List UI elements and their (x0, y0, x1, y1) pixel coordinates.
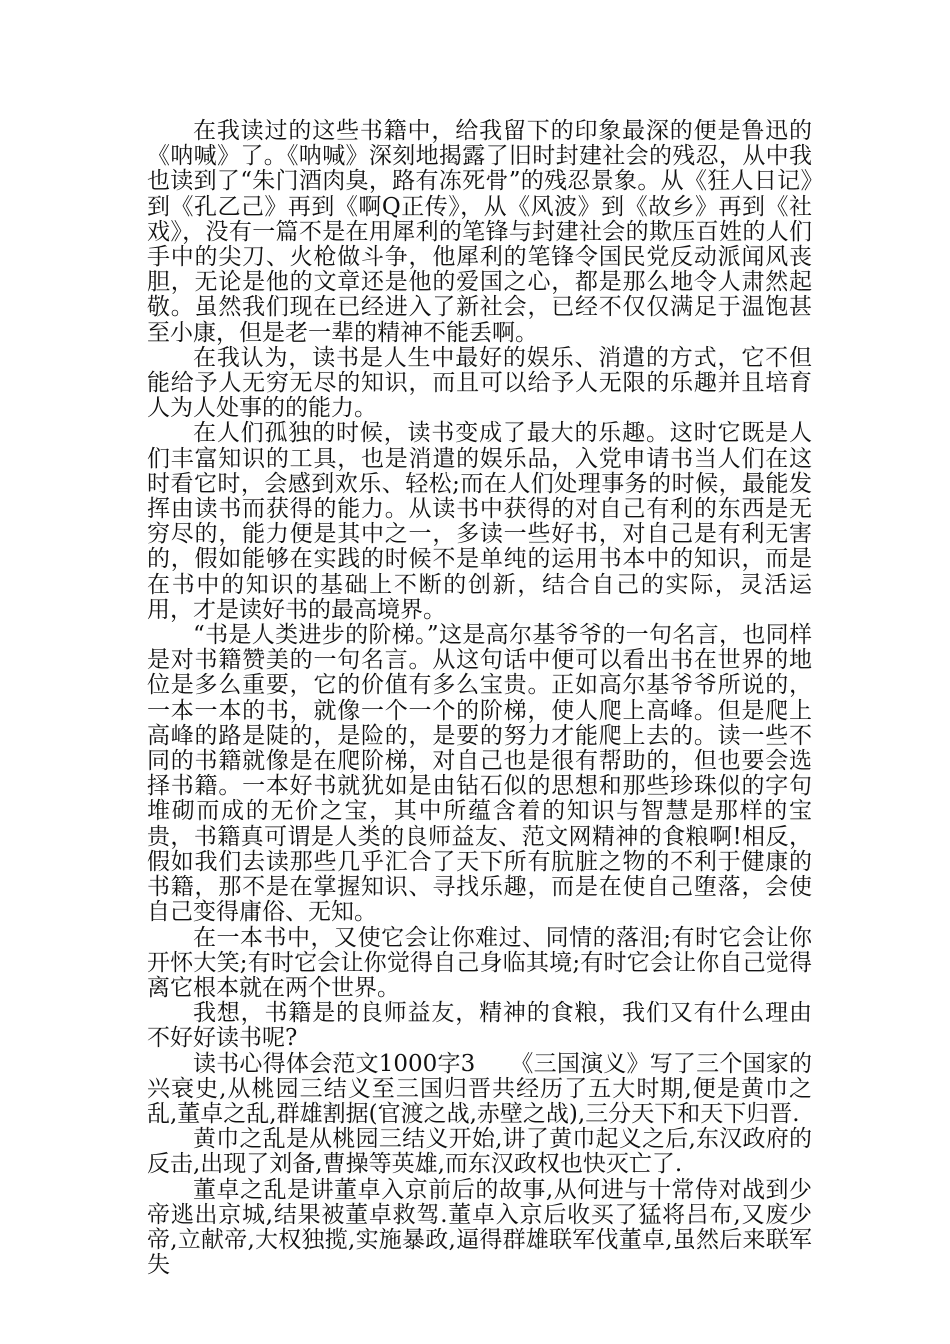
paragraph-4: “书是人类进步的阶梯。”这是高尔基爷爷的一句名言，也同样是对书籍赞美的一句名言。从这句话中便可以看出书在世界的地位是多么重要，它的价值有多么宝贵。正如高尔基爷爷所说的，一本一本的书，就像一个一个的阶梯，使人爬上高峰。但是爬上高峰的路是陡的，是险的，是要的努力才能爬上去的。读一些不同的书籍就像是在爬阶梯，对自己也是很有帮助的，但也要会选择书籍。一本好书就犹如是由钻石似的思想和那些珍珠似的字句堆砌而成的无价之宝，其中所蕴含着的知识与智慧是那样的宝贵，书籍真可谓是人类的良师益友、范文网精神的食粮啊!相反，假如我们去读那些几乎汇合了天下所有肮脏之物的不利于健康的书籍，那不是在掌握知识、寻找乐趣，而是在使自己堕落，会使自己变得庸俗、无知。 (147, 622, 812, 926)
paragraph-1: 在我读过的这些书籍中，给我留下的印象最深的便是鲁迅的《呐喊》了。《呐喊》深刻地揭露了旧时封建社会的残忍，从中我也读到了“朱门酒肉臭，路有冻死骨”的残忍景象。从《狂人日记》到《孔乙己》再到《啊Q正传》，从《风波》到《故乡》再到《社戏》，没有一篇不是在用犀利的笔锋与封建社会的欺压百姓的人们手中的尖刀、火枪做斗争，他犀利的笔锋令国民党反动派闻风丧胆，无论是他的文章还是他的爱国之心，都是那么地令人肃然起敬。虽然我们现在已经进入了新社会，已经不仅仅满足于温饱甚至小康，但是老一辈的精神不能丢啊。 (147, 118, 812, 346)
paragraph-9: 董卓之乱是讲董卓入京前后的故事,从何进与十常侍对战到少帝逃出京城,结果被董卓救驾.董卓入京后收买了猛将吕布,又废少帝,立献帝,大权独揽,实施暴政,逼得群雄联军伐董卓,虽然后来联军失 (147, 1176, 812, 1279)
paragraph-6: 我想，书籍是的良师益友，精神的食粮，我们又有什么理由不好好读书呢? (147, 1000, 812, 1052)
paragraph-2: 在我认为，读书是人生中最好的娱乐、消遣的方式，它不但能给予人无穷无尽的知识，而且可以给予人无限的乐趣并且培育人为人处事的的能力。 (147, 344, 812, 422)
paragraph-8: 黄巾之乱是从桃园三结义开始,讲了黄巾起义之后,东汉政府的反击,出现了刘备,曹操等英雄,而东汉政权也快灭亡了. (147, 1126, 812, 1178)
paragraph-3: 在人们孤独的时候，读书变成了最大的乐趣。这时它既是人们丰富知识的工具，也是消遣的娱乐品，入党申请书当人们在这时看它时，会感到欢乐、轻松;而在人们处理事务的时候，最能发挥由读书而获得的能力。从读书中获得的对自己有利的东西是无穷尽的，能力便是其中之一，多读一些好书，对自己是有利无害的，假如能够在实践的时候不是单纯的运用书本中的知识，而是在书中的知识的基础上不断的创新，结合自己的实际，灵活运用，才是读好书的最高境界。 (147, 420, 812, 623)
paragraph-5: 在一本书中，又使它会让你难过、同情的落泪;有时它会让你开怀大笑;有时它会让你觉得自己身临其境;有时它会让你自己觉得离它根本就在两个世界。 (147, 924, 812, 1001)
paragraph-7: 读书心得体会范文1000字3 《三国演义》写了三个国家的兴衰史,从桃园三结义至三国归晋共经历了五大时期,便是黄巾之乱,董卓之乱,群雄割据(官渡之战,赤壁之战),三分天下和天下归晋. (147, 1050, 812, 1127)
article-body (147, 119, 812, 1278)
